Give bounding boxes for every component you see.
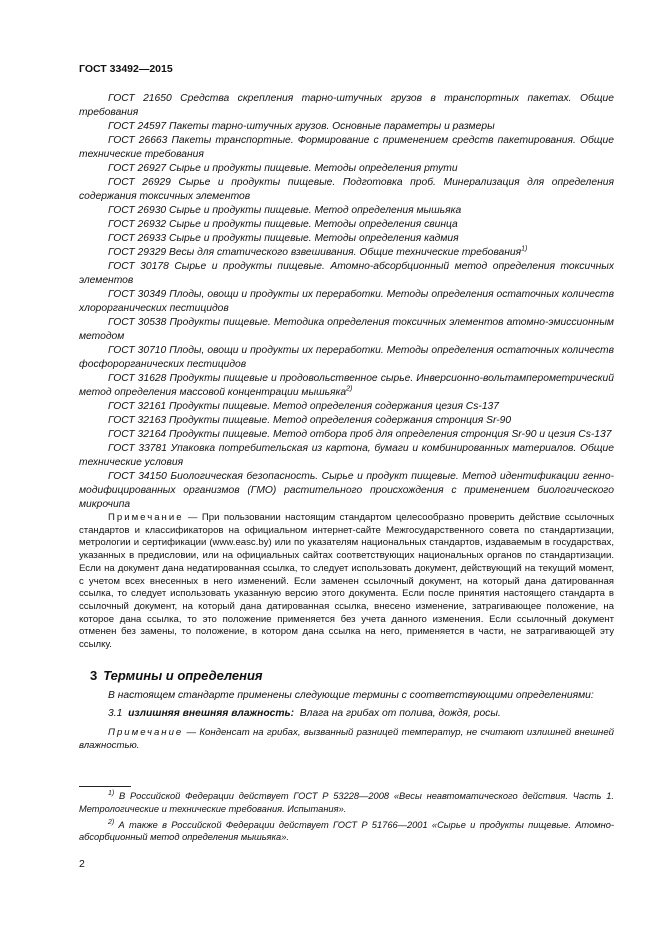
section-body xyxy=(79,689,614,752)
reference-item: ГОСТ 21650 Средства скрепления тарно-штучных грузов в транспортных пакетах. Общие требования xyxy=(79,93,614,118)
term-def: Влага на грибах от полива, дождя, росы. xyxy=(299,708,501,719)
references-note xyxy=(79,512,614,652)
reference-item: ГОСТ 24597 Пакеты тарно-штучных грузов. Основные параметры и размеры xyxy=(108,121,495,132)
footnote-ref[interactable]: 2) xyxy=(346,385,353,393)
footnote-divider xyxy=(79,786,131,787)
reference-item: ГОСТ 31628 Продукты пищевые и продовольственное сырье. Инверсионно-вольтамперометрический метод определения массовой концентрации мышьяка$^{2)}$ xyxy=(79,373,614,398)
reference-item: ГОСТ 30178 Сырье и продукты пищевые. Атомно-абсорбционный метод определения токсичных элементов xyxy=(79,261,614,286)
footnote-item: $^{1)}$ В Российской Федерации действует ГОСТ Р 53228—2008 «Весы неавтоматического действия. Часть 1. Метрологические и технические требования. Испытания». xyxy=(79,789,615,814)
footnote-ref[interactable]: 1) xyxy=(521,245,528,253)
section-intro: В настоящем стандарте применены следующие термины с соответствующими определениями: xyxy=(108,690,594,701)
reference-item: ГОСТ 26663 Пакеты транспортные. Формирование с применением средств пакетирования. Общие технические требования xyxy=(79,135,614,160)
reference-item: ГОСТ 26930 Сырье и продукты пищевые. Метод определения мышьяка xyxy=(108,205,462,216)
section-title: Термины и определения xyxy=(103,668,263,683)
reference-item: ГОСТ 30349 Плоды, овощи и продукты их переработки. Методы определения остаточных количеств хлорорганических пестицидов xyxy=(79,289,614,314)
section-heading xyxy=(90,668,263,683)
footnote-item: $^{2)}$ А также в Российской Федерации действует ГОСТ Р 51766—2001 «Сырье и продукты пищевые. Атомно-абсорбционный метод определения мышьяка». xyxy=(79,818,614,843)
section-number: 3 xyxy=(90,668,98,683)
page-number: 2 xyxy=(79,858,85,870)
document-header: ГОСТ 33492—2015 xyxy=(79,63,173,75)
term-note: Примечание — Конденсат на грибах, вызванный разницей температур, не считают излишней внешней влажностью. xyxy=(79,727,614,751)
reference-item: ГОСТ 33781 Упаковка потребительская из картона, бумаги и комбинированных материалов. Общие технические условия xyxy=(79,443,614,468)
note-label: Примечание xyxy=(108,512,184,523)
reference-item: ГОСТ 26927 Сырье и продукты пищевые. Методы определения ртути xyxy=(108,163,458,174)
reference-item: ГОСТ 30538 Продукты пищевые. Методика определения токсичных элементов атомно-эмиссионным методом xyxy=(79,317,614,342)
term-name: излишняя внешняя влажность: xyxy=(128,708,295,719)
reference-item: ГОСТ 34150 Биологическая безопасность. Сырье и продукт пищевые. Метод идентификации генно-модифицированных организмов (ГМО) растительного происхождения с применением биологического микрочипа xyxy=(79,471,614,510)
references-list xyxy=(79,92,614,512)
reference-item: ГОСТ 26932 Сырье и продукты пищевые. Методы определения свинца xyxy=(108,219,458,230)
reference-item: ГОСТ 30710 Плоды, овощи и продукты их переработки. Методы определения остаточных количеств фосфорорганических пестицидов xyxy=(79,345,614,370)
term-definition: 3.1 излишняя внешняя влажность: Влага на грибах от полива, дождя, росы. xyxy=(108,708,501,719)
reference-item: ГОСТ 32164 Продукты пищевые. Метод отбора проб для определения стронция Sr-90 и цезия Cs-137 xyxy=(108,429,612,440)
reference-item: ГОСТ 26933 Сырье и продукты пищевые. Методы определения кадмия xyxy=(108,233,459,244)
footnotes xyxy=(79,790,614,844)
reference-item: ГОСТ 29329 Весы для статического взвешивания. Общие технические требования$^{1)}$ xyxy=(108,245,528,258)
reference-item: ГОСТ 32161 Продукты пищевые. Метод определения содержания цезия Cs-137 xyxy=(108,401,500,412)
reference-item: ГОСТ 32163 Продукты пищевые. Метод определения содержания стронция Sr-90 xyxy=(108,415,512,426)
reference-item: ГОСТ 26929 Сырье и продукты пищевые. Подготовка проб. Минерализация для определения содержания токсичных элементов xyxy=(79,177,614,202)
note-text: — При пользовании настоящим стандартом целесообразно проверить действие ссылочных стандартов и классификаторов на официальном интернет-сайте Межгосударственного совета по стандартизации, метрологии и сертификации (www.easc.by) или по указателям национальных стандартов, издаваемым в государствах, указанных в предисловии, или на официальных сайтах соответствующих национальных органов по стандартизации. Если на документ дана недатированная ссылка, то следует использовать документ, действующий на текущий момент, с учетом всех внесенных в него изменений. Если заменен ссылочный документ, на который дана датированная ссылка, то следует использовать указанную версию этого документа. Если после принятия настоящего стандарта в ссылочный документ, на который дана датированная ссылка, внесено изменение, затрагивающее положение, на которое дана ссылка, то это положение применяется без учета данного изменения. Если ссылочный документ отменен без замены, то положение, в котором дана ссылка на него, применяется в части, не затрагивающей эту ссылку. xyxy=(79,512,615,651)
